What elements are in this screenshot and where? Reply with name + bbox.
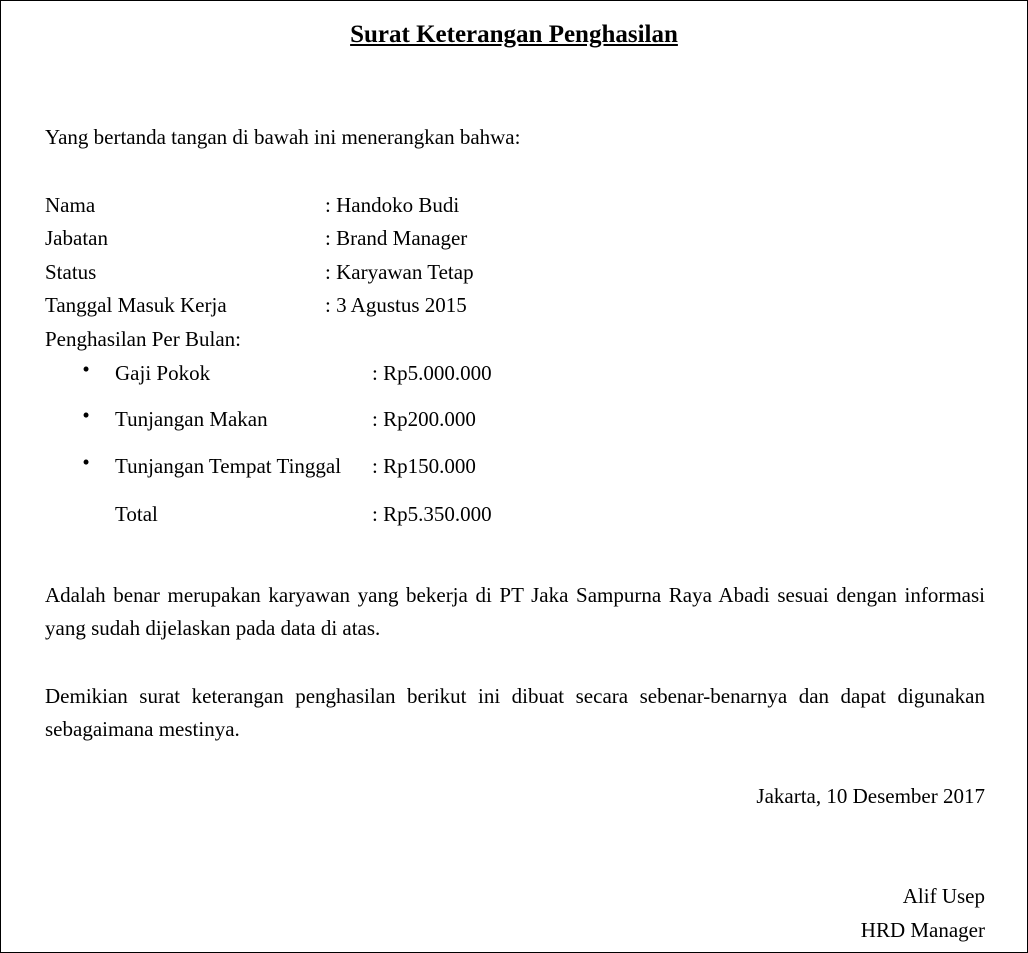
field-value-tanggal-masuk: : 3 Agustus 2015 <box>325 293 467 317</box>
field-label-nama: Nama <box>45 193 96 217</box>
income-label-tunjangan-tempat-tinggal: Tunjangan Tempat Tinggal <box>115 454 342 478</box>
income-total-value: : Rp5.350.000 <box>372 502 492 526</box>
income-label-gaji-pokok: Gaji Pokok <box>115 361 211 385</box>
bullet-icon: • <box>82 403 90 427</box>
income-label-tunjangan-makan: Tunjangan Makan <box>115 407 268 431</box>
income-value-gaji-pokok: : Rp5.000.000 <box>372 361 492 385</box>
signer-name: Alif Usep <box>902 884 985 908</box>
field-value-status: : Karyawan Tetap <box>325 260 474 284</box>
income-value-tunjangan-makan: : Rp200.000 <box>372 407 476 431</box>
place-date: Jakarta, 10 Desember 2017 <box>756 784 985 808</box>
signer-title: HRD Manager <box>860 918 985 942</box>
field-label-jabatan: Jabatan <box>45 226 108 250</box>
income-heading: Penghasilan Per Bulan: <box>45 327 241 351</box>
document-title: Surat Keterangan Penghasilan <box>350 21 678 48</box>
field-label-tanggal-masuk: Tanggal Masuk Kerja <box>45 293 227 317</box>
field-value-nama: : Handoko Budi <box>325 193 460 217</box>
bullet-icon: • <box>82 450 90 474</box>
intro-text: Yang bertanda tangan di bawah ini menerangkan bahwa: <box>45 125 521 149</box>
bullet-icon: • <box>82 357 90 381</box>
field-value-jabatan: : Brand Manager <box>325 226 468 250</box>
closing-paragraph: Demikian surat keterangan penghasilan berikut ini dibuat secara sebenar-benarnya dan dapat digunakan sebagaimana mestinya. <box>45 684 985 741</box>
income-value-tunjangan-tempat-tinggal: : Rp150.000 <box>372 454 476 478</box>
field-label-status: Status <box>45 260 97 284</box>
confirmation-paragraph: Adalah benar merupakan karyawan yang bekerja di PT Jaka Sampurna Raya Abadi sesuai dengan informasi yang sudah dijelaskan pada data di atas. <box>45 583 985 640</box>
income-total-label: Total <box>115 502 158 526</box>
